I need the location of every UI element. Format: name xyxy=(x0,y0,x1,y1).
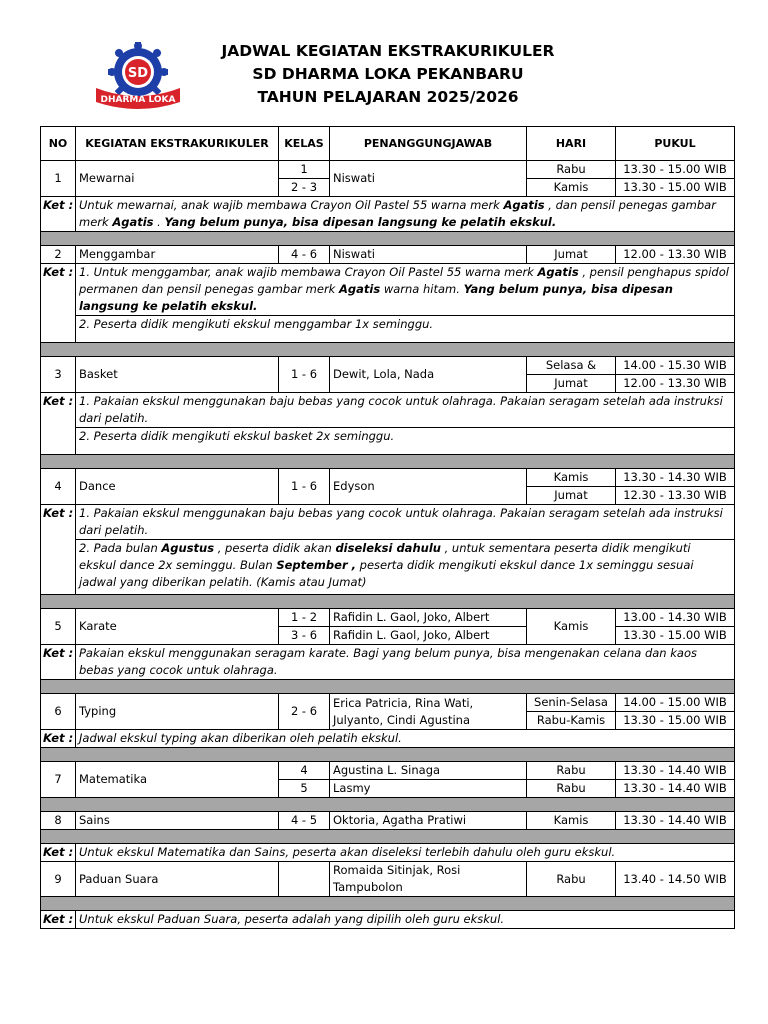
table-row xyxy=(41,357,735,375)
row-pukul: 13.40 - 14.50 WIB xyxy=(616,862,735,897)
row-pj: Rafidin L. Gaol, Joko, Albert xyxy=(330,627,527,645)
note-row xyxy=(41,730,735,748)
note-text: 1. Untuk menggambar, anak wajib membawa Crayon Oil Pastel 55 warna merk Agatis , pensil penghapus spidol permanen dan pensil penegas gambar merk Agatis warna hitam. Yang belum punya, bisa dipesan langsung ke pelatih ekskul. xyxy=(76,264,735,316)
row-pukul: 13.30 - 14.30 WIB xyxy=(616,469,735,487)
note-row xyxy=(41,428,735,455)
separator-row xyxy=(41,830,735,844)
row-name: Mewarnai xyxy=(76,161,279,197)
note-row xyxy=(41,505,735,540)
note-text: 2. Peserta didik mengikuti ekskul menggambar 1x seminggu. xyxy=(76,316,735,343)
row-hari: Kamis xyxy=(527,469,616,487)
row-kelas: 4 - 5 xyxy=(279,812,330,830)
row-name: Karate xyxy=(76,609,279,645)
note-text: Jadwal ekskul typing akan diberikan oleh pelatih ekskul. xyxy=(76,730,735,748)
note-label: Ket : xyxy=(41,645,76,680)
row-pukul: 13.30 - 15.00 WIB xyxy=(616,712,735,730)
row-no: 2 xyxy=(41,246,76,264)
row-kelas: 1 - 6 xyxy=(279,469,330,505)
separator-row xyxy=(41,748,735,762)
row-hari: Rabu xyxy=(527,862,616,897)
row-hari: Kamis xyxy=(527,812,616,830)
row-hari: Rabu xyxy=(527,762,616,780)
row-no: 7 xyxy=(41,762,76,798)
separator-row xyxy=(41,595,735,609)
row-no: 3 xyxy=(41,357,76,393)
row-pukul: 14.00 - 15.00 WIB xyxy=(616,694,735,712)
row-pj: Erica Patricia, Rina Wati, Julyanto, Cindi Agustina xyxy=(330,694,527,730)
table-row xyxy=(41,469,735,487)
row-name: Matematika xyxy=(76,762,279,798)
row-no: 8 xyxy=(41,812,76,830)
row-pukul: 14.00 - 15.30 WIB xyxy=(616,357,735,375)
row-kelas: 4 xyxy=(279,762,330,780)
row-pj: Edyson xyxy=(330,469,527,505)
row-pukul: 13.30 - 14.40 WIB xyxy=(616,762,735,780)
col-hari: HARI xyxy=(527,127,616,161)
note-label: Ket : xyxy=(41,730,76,748)
row-kelas: 3 - 6 xyxy=(279,627,330,645)
row-pj: Oktoria, Agatha Pratiwi xyxy=(330,812,527,830)
note-label: Ket : xyxy=(41,197,76,232)
table-row xyxy=(41,812,735,830)
row-no: 5 xyxy=(41,609,76,645)
row-pj: Dewit, Lola, Nada xyxy=(330,357,527,393)
note-text: 1. Pakaian ekskul menggunakan baju bebas yang cocok untuk olahraga. Pakaian seragam setelah ada instruksi dari pelatih. xyxy=(76,393,735,428)
row-pj: Rafidin L. Gaol, Joko, Albert xyxy=(330,609,527,627)
note-row xyxy=(41,264,735,316)
row-kelas: 1 xyxy=(279,161,330,179)
row-pj: Lasmy xyxy=(330,780,527,798)
col-no: NO xyxy=(41,127,76,161)
col-kelas: KELAS xyxy=(279,127,330,161)
row-name: Typing xyxy=(76,694,279,730)
row-hari: Jumat xyxy=(527,375,616,393)
row-kelas: 4 - 6 xyxy=(279,246,330,264)
row-name: Paduan Suara xyxy=(76,862,279,897)
note-row xyxy=(41,645,735,680)
row-kelas: 2 - 6 xyxy=(279,694,330,730)
col-pukul: PUKUL xyxy=(616,127,735,161)
row-pukul: 12.00 - 13.30 WIB xyxy=(616,375,735,393)
row-pukul: 12.30 - 13.30 WIB xyxy=(616,487,735,505)
table-row xyxy=(41,862,735,897)
row-kelas: 2 - 3 xyxy=(279,179,330,197)
table-row xyxy=(41,694,735,712)
note-text: Untuk ekskul Paduan Suara, peserta adalah yang dipilih oleh guru ekskul. xyxy=(76,911,735,929)
row-pukul: 13.30 - 14.40 WIB xyxy=(616,780,735,798)
row-hari: Senin-Selasa xyxy=(527,694,616,712)
row-hari: Selasa & xyxy=(527,357,616,375)
title-line-3: TAHUN PELAJARAN 2025/2026 xyxy=(257,88,519,106)
note-text: 2. Pada bulan Agustus , peserta didik akan diseleksi dahulu , untuk sementara peserta didik mengikuti ekskul dance 2x seminggu. Bulan September , peserta didik mengikuti ekskul dance 1x seminggu sesuai jadwal yang diberikan pelatih. (Kamis atau Jumat) xyxy=(76,540,735,595)
col-kegiatan: KEGIATAN EKSTRAKURIKULER xyxy=(76,127,279,161)
row-kelas: 5 xyxy=(279,780,330,798)
row-name: Dance xyxy=(76,469,279,505)
note-label: Ket : xyxy=(41,264,76,343)
table-row xyxy=(41,246,735,264)
note-row xyxy=(41,911,735,929)
separator-row xyxy=(41,798,735,812)
row-kelas: 1 - 2 xyxy=(279,609,330,627)
note-label: Ket : xyxy=(41,505,76,595)
row-pukul: 13.30 - 15.00 WIB xyxy=(616,627,735,645)
row-kelas: 1 - 6 xyxy=(279,357,330,393)
note-text: 1. Pakaian ekskul menggunakan baju bebas yang cocok untuk olahraga. Pakaian seragam setelah ada instruksi dari pelatih. xyxy=(76,505,735,540)
note-row xyxy=(41,316,735,343)
row-pj: Niswati xyxy=(330,161,527,197)
note-text: Untuk mewarnai, anak wajib membawa Crayon Oil Pastel 55 warna merk Agatis , dan pensil penegas gambar merk Agatis . Yang belum punya, bisa dipesan langsung ke pelatih ekskul. xyxy=(76,197,735,232)
row-name: Basket xyxy=(76,357,279,393)
separator-row xyxy=(41,897,735,911)
separator-row xyxy=(41,232,735,246)
note-text: Pakaian ekskul menggunakan seragam karate. Bagi yang belum punya, bisa mengenakan celana dan kaos bebas yang cocok untuk olahraga. xyxy=(76,645,735,680)
table-row xyxy=(41,762,735,780)
note-row xyxy=(41,393,735,428)
table-row xyxy=(41,161,735,179)
table-row xyxy=(41,609,735,627)
row-hari: Rabu-Kamis xyxy=(527,712,616,730)
row-hari: Jumat xyxy=(527,487,616,505)
separator-row xyxy=(41,343,735,357)
note-text: Untuk ekskul Matematika dan Sains, peserta akan diseleksi terlebih dahulu oleh guru ekskul. xyxy=(76,844,735,862)
note-label: Ket : xyxy=(41,393,76,455)
title-line-2: SD DHARMA LOKA PEKANBARU xyxy=(252,65,524,83)
note-row xyxy=(41,197,735,232)
page-title xyxy=(186,40,590,109)
row-no: 6 xyxy=(41,694,76,730)
note-label: Ket : xyxy=(41,911,76,929)
row-hari: Rabu xyxy=(527,780,616,798)
school-logo xyxy=(92,42,184,112)
separator-row xyxy=(41,680,735,694)
col-penanggungjawab: PENANGGUNGJAWAB xyxy=(330,127,527,161)
note-row xyxy=(41,540,735,595)
row-no: 1 xyxy=(41,161,76,197)
note-text: 2. Peserta didik mengikuti ekskul basket 2x seminggu. xyxy=(76,428,735,455)
row-hari: Jumat xyxy=(527,246,616,264)
row-pj: Niswati xyxy=(330,246,527,264)
row-name: Sains xyxy=(76,812,279,830)
row-pukul: 13.00 - 14.30 WIB xyxy=(616,609,735,627)
table-header-row xyxy=(41,127,735,161)
row-pj: Agustina L. Sinaga xyxy=(330,762,527,780)
row-kelas xyxy=(279,862,330,897)
row-pukul: 13.30 - 14.40 WIB xyxy=(616,812,735,830)
row-pukul: 13.30 - 15.00 WIB xyxy=(616,161,735,179)
row-pukul: 13.30 - 15.00 WIB xyxy=(616,179,735,197)
row-hari: Rabu xyxy=(527,161,616,179)
note-label: Ket : xyxy=(41,844,76,862)
logo-letters: SD xyxy=(127,66,149,81)
logo-text: DHARMA LOKA xyxy=(100,95,176,105)
row-hari: Kamis xyxy=(527,179,616,197)
note-row xyxy=(41,844,735,862)
row-no: 4 xyxy=(41,469,76,505)
row-no: 9 xyxy=(41,862,76,897)
row-name: Menggambar xyxy=(76,246,279,264)
separator-row xyxy=(41,455,735,469)
title-line-1: JADWAL KEGIATAN EKSTRAKURIKULER xyxy=(221,42,555,60)
row-pj: Romaida Sitinjak, Rosi Tampubolon xyxy=(330,862,527,897)
row-hari: Kamis xyxy=(527,609,616,645)
schedule-table xyxy=(40,126,735,929)
row-pukul: 12.00 - 13.30 WIB xyxy=(616,246,735,264)
